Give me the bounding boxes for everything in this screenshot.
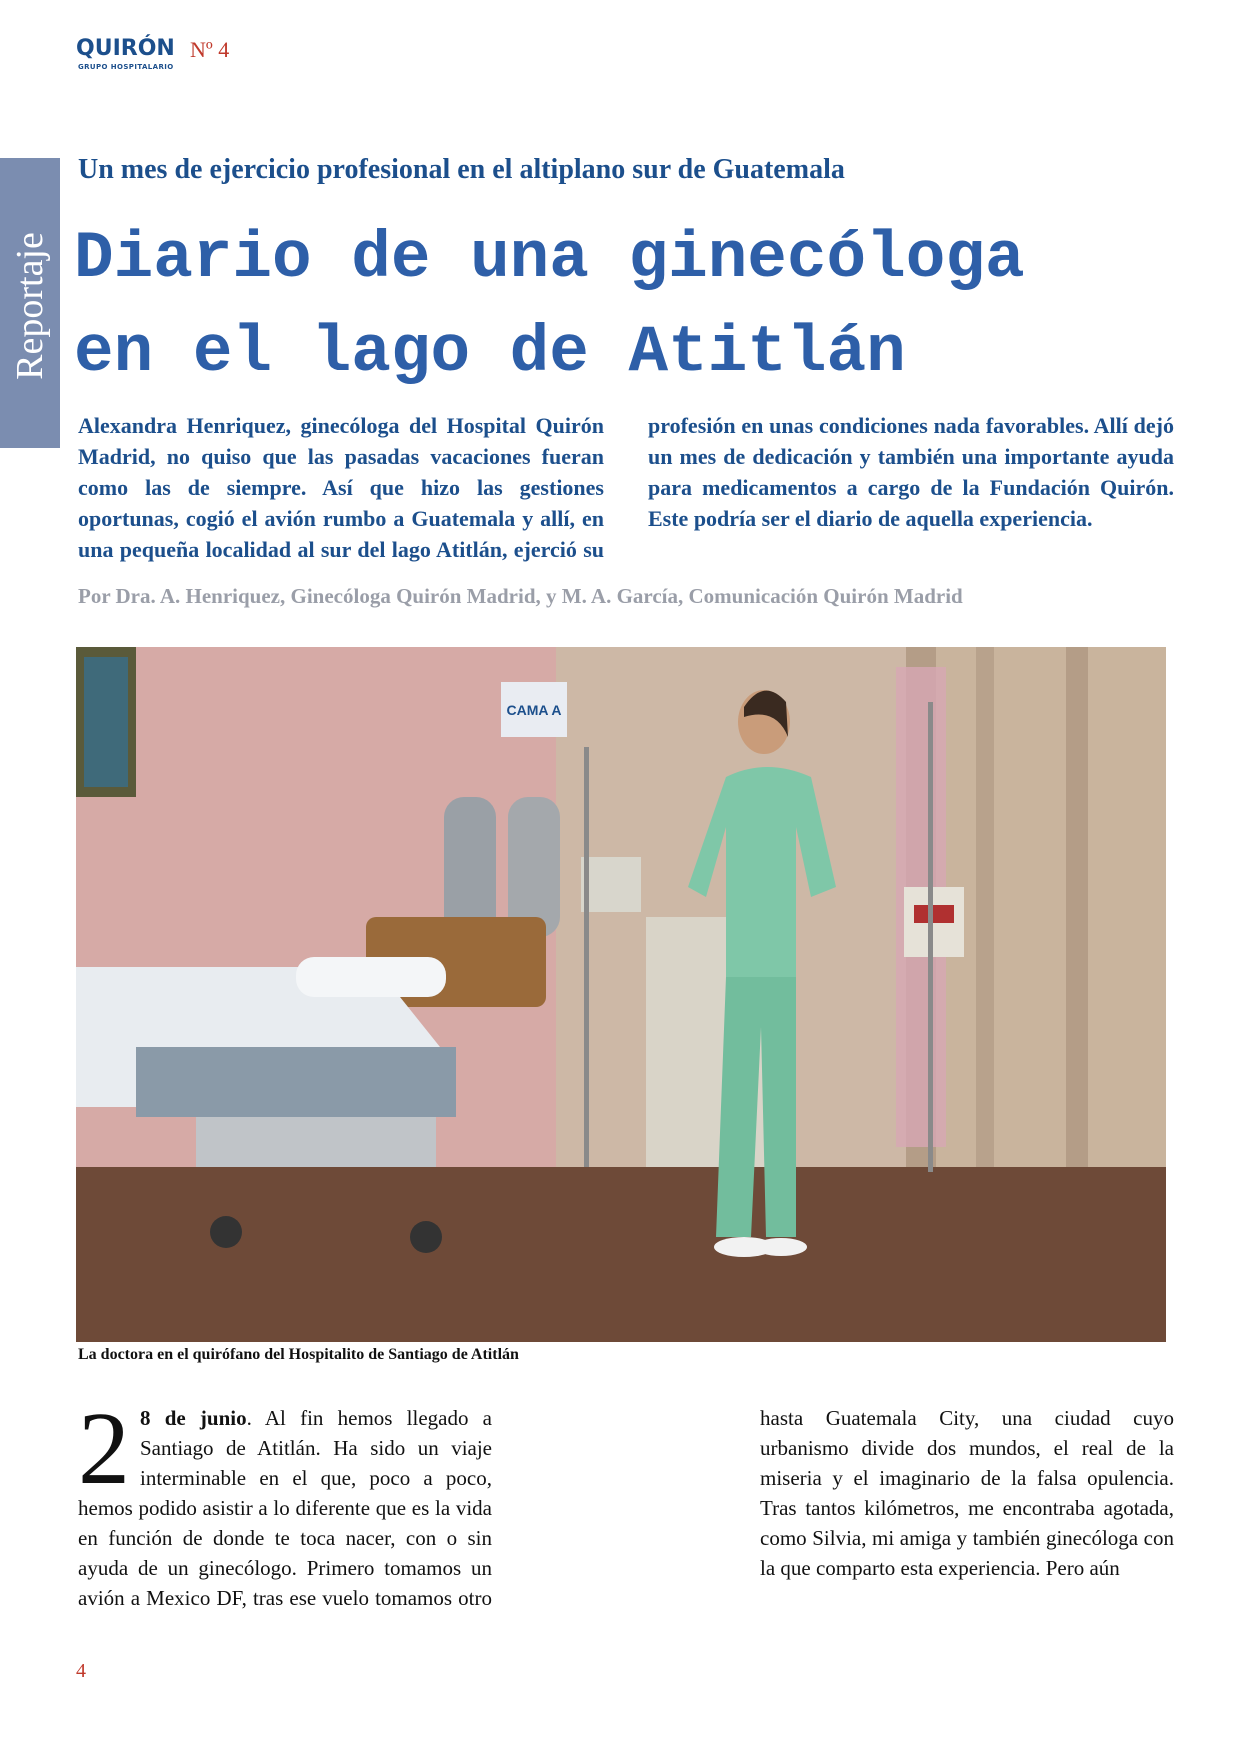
article-headline xyxy=(74,212,1025,400)
body-text: . Al fin hemos llegado a Santiago de Atitlán. Ha sido un viaje interminable en el que, poco a poco, hemos podido asistir a lo diferente que es la vida en función de donde te toca nacer, con o sin ayuda de un ginecólogo. Primero tomamos un avión a Mexico DF, tras ese vuelo tomamos otro hasta Guatemala City, una ciudad cuyo urbanismo divide dos mundos, el real de la miseria y el imaginario de la falsa opulencia. Tras tantos kilómetros, me encontraba agotada, como Silvia, mi amiga y también ginecóloga con la que comparto esta experiencia. Pero aún xyxy=(78,1406,1174,1610)
headline-line-2: en el lago de Atitlán xyxy=(74,315,906,390)
date-lead: 8 de junio xyxy=(140,1406,247,1430)
section-label: Reportaje xyxy=(9,232,51,380)
article-intro: Alexandra Henriquez, ginecóloga del Hospital Quirón Madrid, no quiso que las pasadas vacaciones fueran como las de siempre. Así que hizo las gestiones oportunas, cogió el avión rumbo a Guatemala y allí, en una pequeña localidad al sur del lago Atitlán, ejerció su profesión en unas condiciones nada favorables. Allí dejó un mes de dedicación y también una importante ayuda para medicamentos a cargo de la Fundación Quirón. Este podría ser el diario de aquella experiencia. xyxy=(78,413,1174,562)
hospital-room-illustration xyxy=(76,647,1166,1342)
logo-subtext: GRUPO HOSPITALARIO xyxy=(78,63,174,71)
logo-wordmark: QUIRÓN xyxy=(76,36,175,61)
article-photo xyxy=(76,647,1166,1342)
page-number: 4 xyxy=(76,1660,86,1682)
bed-sign: CAMA A xyxy=(506,702,562,718)
quiron-logo xyxy=(76,36,176,76)
article-body xyxy=(78,1391,1174,1613)
headline-line-1: Diario de una ginecóloga xyxy=(74,221,1025,296)
photo-caption: La doctora en el quirófano del Hospitalito de Santiago de Atitlán xyxy=(78,1346,519,1363)
article-byline: Por Dra. A. Henriquez, Ginecóloga Quirón Madrid, y M. A. García, Comunicación Quirón Madrid xyxy=(78,584,963,608)
article-kicker: Un mes de ejercicio profesional en el altiplano sur de Guatemala xyxy=(78,154,845,185)
issue-number: Nº 4 xyxy=(190,37,230,62)
drop-cap: 2 xyxy=(78,1391,130,1506)
